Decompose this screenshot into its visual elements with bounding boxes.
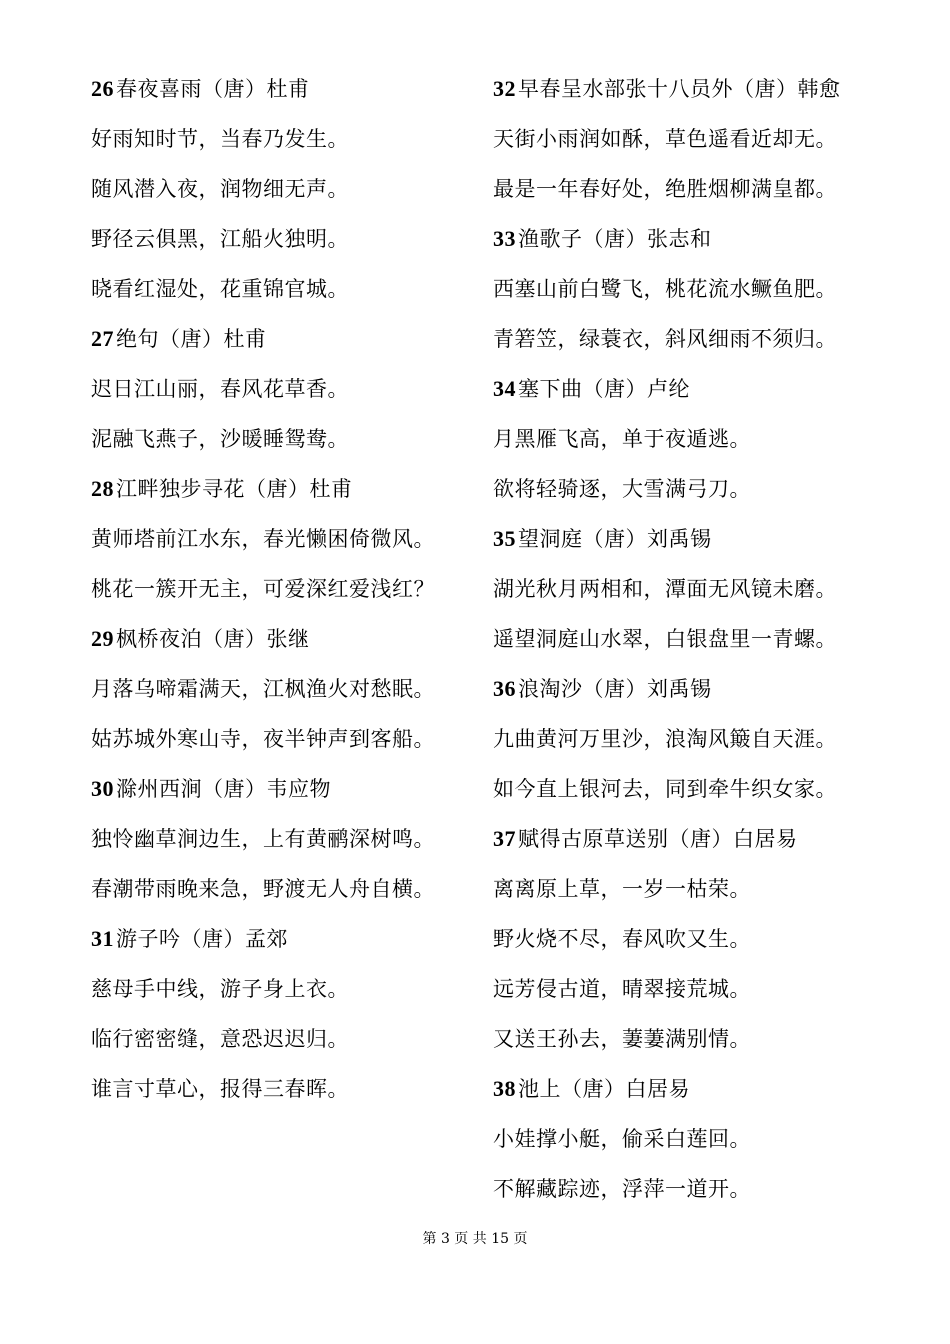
poem-title bbox=[493, 70, 903, 120]
poem-line: 独怜幽草涧边生，上有黄鹂深树鸣。 bbox=[91, 827, 435, 851]
poem-line: 小娃撑小艇，偷采白莲回。 bbox=[493, 1127, 751, 1151]
poem-line: 迟日江山丽，春风花草香。 bbox=[91, 377, 349, 401]
poem-number: 37 bbox=[493, 826, 516, 851]
poem-number: 35 bbox=[493, 526, 516, 551]
poem-title-text: 枫桥夜泊（唐）张继 bbox=[116, 627, 310, 651]
poem-title bbox=[493, 820, 903, 870]
poem-title bbox=[493, 670, 903, 720]
poem-title bbox=[91, 70, 501, 120]
poem-number: 32 bbox=[493, 76, 516, 101]
poem-title-text: 浪淘沙（唐）刘禹锡 bbox=[518, 677, 712, 701]
poem-number: 34 bbox=[493, 376, 516, 401]
poem-title-text: 早春呈水部张十八员外（唐）韩愈 bbox=[518, 77, 841, 101]
poem-line: 野火烧不尽，春风吹又生。 bbox=[493, 927, 751, 951]
poem-line: 黄师塔前江水东，春光懒困倚微风。 bbox=[91, 527, 435, 551]
page-footer: 第 3 页 共 15 页 bbox=[422, 1231, 528, 1247]
poem-line: 又送王孙去，萋萋满别情。 bbox=[493, 1027, 751, 1051]
poem-line: 临行密密缝，意恐迟迟归。 bbox=[91, 1027, 349, 1051]
poem-title-text: 塞下曲（唐）卢纶 bbox=[518, 377, 690, 401]
poem-line: 泥融飞燕子，沙暖睡鸳鸯。 bbox=[91, 427, 349, 451]
poem-title bbox=[91, 470, 501, 520]
poem-line: 如今直上银河去，同到牵牛织女家。 bbox=[493, 777, 837, 801]
poem-line: 谁言寸草心，报得三春晖。 bbox=[91, 1077, 349, 1101]
poem-title bbox=[493, 520, 903, 570]
poem-title bbox=[91, 770, 501, 820]
poem-title bbox=[91, 920, 501, 970]
poem-title-text: 春夜喜雨（唐）杜甫 bbox=[116, 77, 310, 101]
poem-line: 天街小雨润如酥，草色遥看近却无。 bbox=[493, 127, 837, 151]
poem-line: 遥望洞庭山水翠，白银盘里一青螺。 bbox=[493, 627, 837, 651]
poem-line: 姑苏城外寒山寺，夜半钟声到客船。 bbox=[91, 727, 435, 751]
poem-line: 不解藏踪迹，浮萍一道开。 bbox=[493, 1177, 751, 1201]
poem-number: 29 bbox=[91, 626, 114, 651]
left-column bbox=[91, 70, 501, 1120]
poem-number: 36 bbox=[493, 676, 516, 701]
poem-line: 月黑雁飞高，单于夜遁逃。 bbox=[493, 427, 751, 451]
poem-number: 30 bbox=[91, 776, 114, 801]
poem-number: 31 bbox=[91, 926, 114, 951]
poem-line: 九曲黄河万里沙，浪淘风簸自天涯。 bbox=[493, 727, 837, 751]
poem-title bbox=[493, 1070, 903, 1120]
poem-number: 38 bbox=[493, 1076, 516, 1101]
poem-number: 27 bbox=[91, 326, 114, 351]
poem-line: 最是一年春好处，绝胜烟柳满皇都。 bbox=[493, 177, 837, 201]
poem-line: 离离原上草，一岁一枯荣。 bbox=[493, 877, 751, 901]
poem-number: 26 bbox=[91, 76, 114, 101]
poem-title bbox=[91, 620, 501, 670]
poem-number: 28 bbox=[91, 476, 114, 501]
poem-title-text: 滁州西涧（唐）韦应物 bbox=[116, 777, 331, 801]
poem-title-text: 江畔独步寻花（唐）杜甫 bbox=[116, 477, 353, 501]
poem-title-text: 游子吟（唐）孟郊 bbox=[116, 927, 288, 951]
poem-line: 慈母手中线，游子身上衣。 bbox=[91, 977, 349, 1001]
poem-title-text: 望洞庭（唐）刘禹锡 bbox=[518, 527, 712, 551]
poem-line: 桃花一簇开无主，可爱深红爱浅红？ bbox=[91, 577, 435, 601]
poem-line: 野径云俱黑，江船火独明。 bbox=[91, 227, 349, 251]
poem-title bbox=[493, 220, 903, 270]
poem-number: 33 bbox=[493, 226, 516, 251]
poem-line: 好雨知时节，当春乃发生。 bbox=[91, 127, 349, 151]
poem-title-text: 绝句（唐）杜甫 bbox=[116, 327, 267, 351]
poem-title-text: 赋得古原草送别（唐）白居易 bbox=[518, 827, 798, 851]
poem-line: 远芳侵古道，晴翠接荒城。 bbox=[493, 977, 751, 1001]
right-column bbox=[493, 70, 903, 1220]
poem-line: 青箬笠，绿蓑衣，斜风细雨不须归。 bbox=[493, 327, 837, 351]
poem-title-text: 池上（唐）白居易 bbox=[518, 1077, 690, 1101]
poem-title-text: 渔歌子（唐）张志和 bbox=[518, 227, 712, 251]
poem-line: 月落乌啼霜满天，江枫渔火对愁眠。 bbox=[91, 677, 435, 701]
poem-line: 欲将轻骑逐，大雪满弓刀。 bbox=[493, 477, 751, 501]
poem-line: 西塞山前白鹭飞，桃花流水鳜鱼肥。 bbox=[493, 277, 837, 301]
poem-line: 湖光秋月两相和，潭面无风镜未磨。 bbox=[493, 577, 837, 601]
poem-line: 晓看红湿处，花重锦官城。 bbox=[91, 277, 349, 301]
poem-title bbox=[91, 320, 501, 370]
poem-line: 春潮带雨晚来急，野渡无人舟自横。 bbox=[91, 877, 435, 901]
poem-line: 随风潜入夜，润物细无声。 bbox=[91, 177, 349, 201]
poem-title bbox=[493, 370, 903, 420]
